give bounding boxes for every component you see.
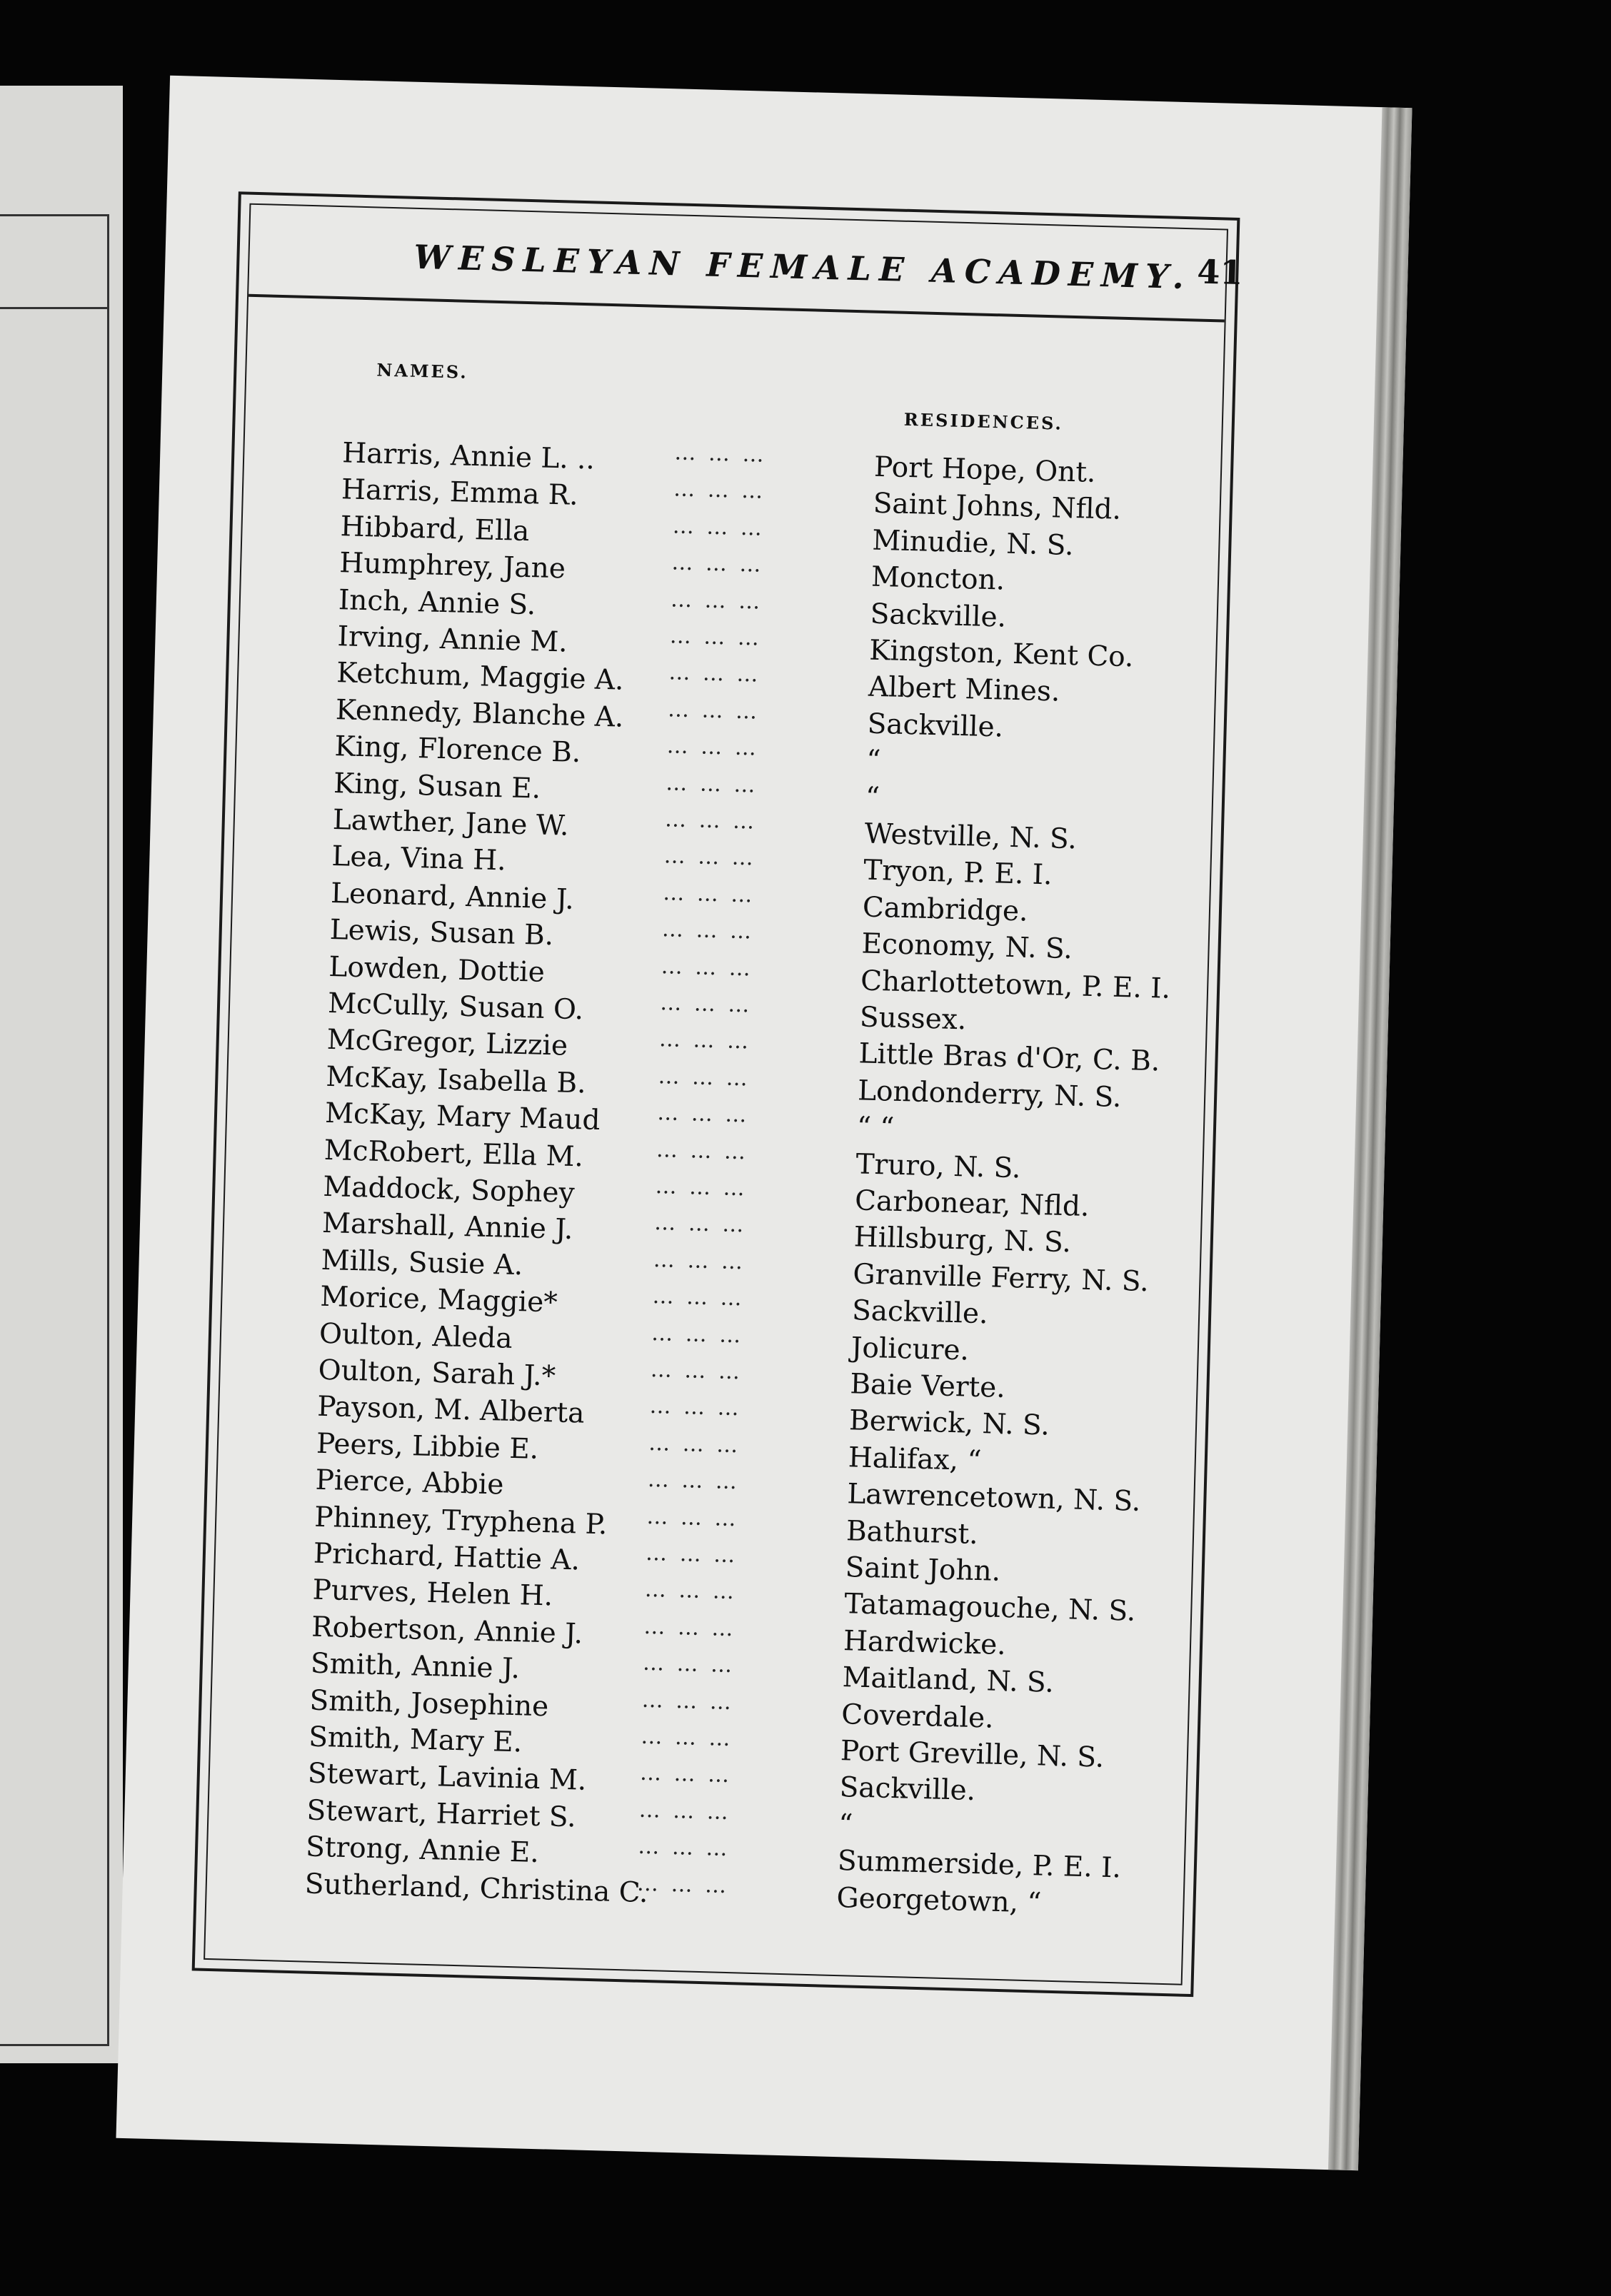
page-number: 41 (1196, 252, 1244, 293)
student-residence: Carbonear, Nfld. (854, 1184, 1090, 1223)
student-residence: “ (838, 1808, 853, 1841)
student-residence: Tatamagouche, N. S. (843, 1588, 1136, 1628)
student-residence: “ (865, 781, 880, 814)
leader-dots: … … … (647, 1467, 741, 1495)
leader-dots: … … … (669, 623, 763, 651)
student-name: McKay, Mary Maud (324, 1097, 601, 1137)
student-residence: Port Greville, N. S. (840, 1735, 1105, 1774)
leader-dots: … … … (641, 1687, 735, 1715)
leader-dots: … … … (653, 1247, 746, 1275)
leader-dots: … … … (652, 1284, 746, 1311)
student-name: McGregor, Lizzie (326, 1024, 568, 1063)
student-residence: Granville Ferry, N. S. (852, 1258, 1150, 1298)
student-name: Oulton, Aleda (318, 1317, 513, 1355)
student-name: Humphrey, Jane (338, 547, 566, 585)
student-residence: Coverdale. (840, 1698, 995, 1735)
student-name: Lawther, Jane W. (332, 804, 570, 842)
student-residence: Sackville. (867, 708, 1004, 744)
leader-dots: … … … (667, 697, 761, 725)
student-residence: Moncton. (870, 560, 1005, 597)
student-name: Marshall, Annie J. (321, 1207, 573, 1247)
leader-dots: … … … (644, 1577, 738, 1605)
leader-dots: … … … (655, 1174, 748, 1202)
facing-page-border (0, 214, 109, 2046)
leader-dots: … … … (646, 1504, 740, 1531)
leader-dots: … … … (656, 1100, 750, 1128)
student-name: Strong, Annie E. (305, 1831, 540, 1870)
student-name: Mills, Susie A. (321, 1244, 523, 1282)
leader-dots: … … … (663, 843, 757, 871)
student-residence: Bathurst. (845, 1514, 979, 1551)
student-residence: Hardwicke. (843, 1624, 1007, 1661)
student-residence: Tryon, P. E. I. (863, 854, 1053, 892)
leader-dots: … … … (656, 1137, 749, 1165)
leader-dots: … … … (636, 1870, 730, 1898)
student-name: Hibbard, Ella (340, 510, 530, 548)
student-name: Leonard, Annie J. (330, 877, 575, 916)
book-page (116, 76, 1412, 2171)
student-name: McCully, Susan O. (327, 987, 584, 1027)
student-name: Stewart, Harriet S. (306, 1794, 577, 1834)
leader-dots: … … … (662, 880, 756, 908)
student-residence: Albert Mines. (868, 671, 1060, 709)
student-residence: Kingston, Kent Co. (868, 634, 1135, 674)
student-name: Robertson, Annie J. (311, 1611, 583, 1651)
student-name: McRobert, Ella M. (323, 1134, 584, 1173)
student-residence: “ “ (856, 1111, 895, 1144)
student-residence: Economy, N. S. (861, 927, 1073, 966)
student-name: King, Susan E. (333, 767, 541, 805)
student-name: Smith, Mary E. (308, 1721, 523, 1759)
student-name: Prichard, Hattie A. (313, 1537, 581, 1577)
student-name: Pierce, Abbie (315, 1464, 504, 1501)
student-name: Stewart, Lavinia M. (307, 1757, 587, 1798)
leader-dots: … … … (666, 733, 760, 761)
student-residence: Berwick, N. S. (848, 1404, 1050, 1442)
leader-dots: … … … (651, 1320, 744, 1348)
leader-dots: … … … (649, 1394, 743, 1421)
student-name: Sutherland, Christina C. (304, 1868, 649, 1909)
student-name: Inch, Annie S. (338, 583, 536, 621)
student-residence: Minudie, N. S. (871, 524, 1075, 562)
student-name: Phinney, Tryphena P. (313, 1501, 608, 1541)
student-residence: Sackville. (839, 1771, 976, 1808)
student-residence: Baie Verte. (849, 1368, 1006, 1404)
leader-dots: … … … (664, 807, 758, 835)
student-residence: Jolicure. (850, 1331, 970, 1367)
leader-dots: … … … (661, 917, 755, 945)
student-residence: Cambridge. (862, 891, 1029, 928)
student-name: Payson, M. Alberta (316, 1391, 585, 1430)
student-residence: Georgetown, “ (836, 1881, 1042, 1920)
leader-dots: … … … (639, 1761, 733, 1788)
student-residence: Little Bras d'Or, C. B. (858, 1037, 1160, 1078)
student-residence: Truro, N. S. (855, 1147, 1021, 1185)
leader-dots: … … … (670, 586, 763, 615)
student-name: Purves, Helen H. (312, 1574, 553, 1613)
student-name: Harris, Emma R. (341, 473, 579, 513)
student-name: Lea, Vina H. (331, 840, 507, 877)
leader-dots: … … … (642, 1651, 736, 1678)
student-residence: Sussex. (859, 1001, 967, 1037)
student-name: Ketchum, Maggie A. (336, 657, 625, 698)
student-residence: Saint Johns, Nfld. (873, 488, 1122, 527)
student-name: Smith, Josephine (309, 1684, 549, 1723)
student-name: Harris, Annie L. .. (341, 437, 596, 476)
student-name: Lowden, Dottie (328, 950, 546, 989)
student-residence: Saint John. (845, 1551, 1001, 1588)
leader-dots: … … … (648, 1430, 741, 1459)
leader-dots: … … … (668, 660, 761, 688)
leader-dots: … … … (658, 1063, 751, 1092)
leader-dots: … … … (671, 550, 764, 578)
student-name: Irving, Annie M. (337, 620, 568, 659)
residences-column-heading: RESIDENCES. (903, 408, 1064, 434)
leader-dots: … … … (672, 513, 766, 541)
leader-dots: … … … (661, 953, 754, 982)
student-residence: Maitland, N. S. (842, 1661, 1055, 1700)
student-name: Smith, Annie J. (310, 1647, 521, 1686)
student-name: McKay, Isabella B. (325, 1060, 587, 1100)
leader-dots: … … … (665, 770, 758, 798)
student-residence: Charlottetown, P. E. I. (860, 965, 1171, 1005)
student-name: Kennedy, Blanche A. (335, 693, 625, 734)
leader-dots: … … … (653, 1210, 747, 1238)
student-residence: Halifax, “ (848, 1441, 982, 1477)
student-residence: “ (865, 744, 881, 777)
student-name: Lewis, Susan B. (329, 914, 554, 952)
student-residence: Port Hope, Ont. (873, 450, 1096, 489)
student-name: Oulton, Sarah J.* (318, 1354, 556, 1393)
student-residence: Hillsburg, N. S. (853, 1221, 1072, 1259)
names-column-heading: NAMES. (376, 359, 469, 383)
running-header (249, 205, 1227, 323)
running-title: WESLEYAN FEMALE ACADEMY. (413, 237, 1193, 297)
leader-dots: … … … (638, 1797, 732, 1825)
leader-dots: … … … (659, 990, 753, 1018)
facing-page (0, 86, 123, 2063)
student-name: Maddock, Sophey (322, 1170, 576, 1210)
student-residence: Westville, N. S. (864, 817, 1078, 856)
leader-dots: … … … (637, 1833, 731, 1862)
leader-dots: … … … (674, 440, 768, 468)
student-name: King, Florence B. (334, 730, 581, 770)
leader-dots: … … … (640, 1723, 733, 1752)
student-residence: Lawrencetown, N. S. (846, 1478, 1141, 1519)
student-name: Morice, Maggie* (319, 1281, 558, 1319)
leader-dots: … … … (673, 476, 766, 505)
facing-page-rule (0, 307, 107, 309)
leader-dots: … … … (658, 1027, 752, 1054)
student-residence: Sackville. (870, 598, 1007, 634)
leader-dots: … … … (645, 1540, 738, 1569)
student-residence: Londonderry, N. S. (857, 1074, 1122, 1114)
student-residence: Summerside, P. E. I. (837, 1845, 1122, 1885)
leader-dots: … … … (650, 1356, 743, 1385)
student-residence: Sackville. (851, 1294, 989, 1331)
leader-dots: … … … (643, 1613, 736, 1642)
student-name: Peers, Libbie E. (316, 1427, 539, 1466)
